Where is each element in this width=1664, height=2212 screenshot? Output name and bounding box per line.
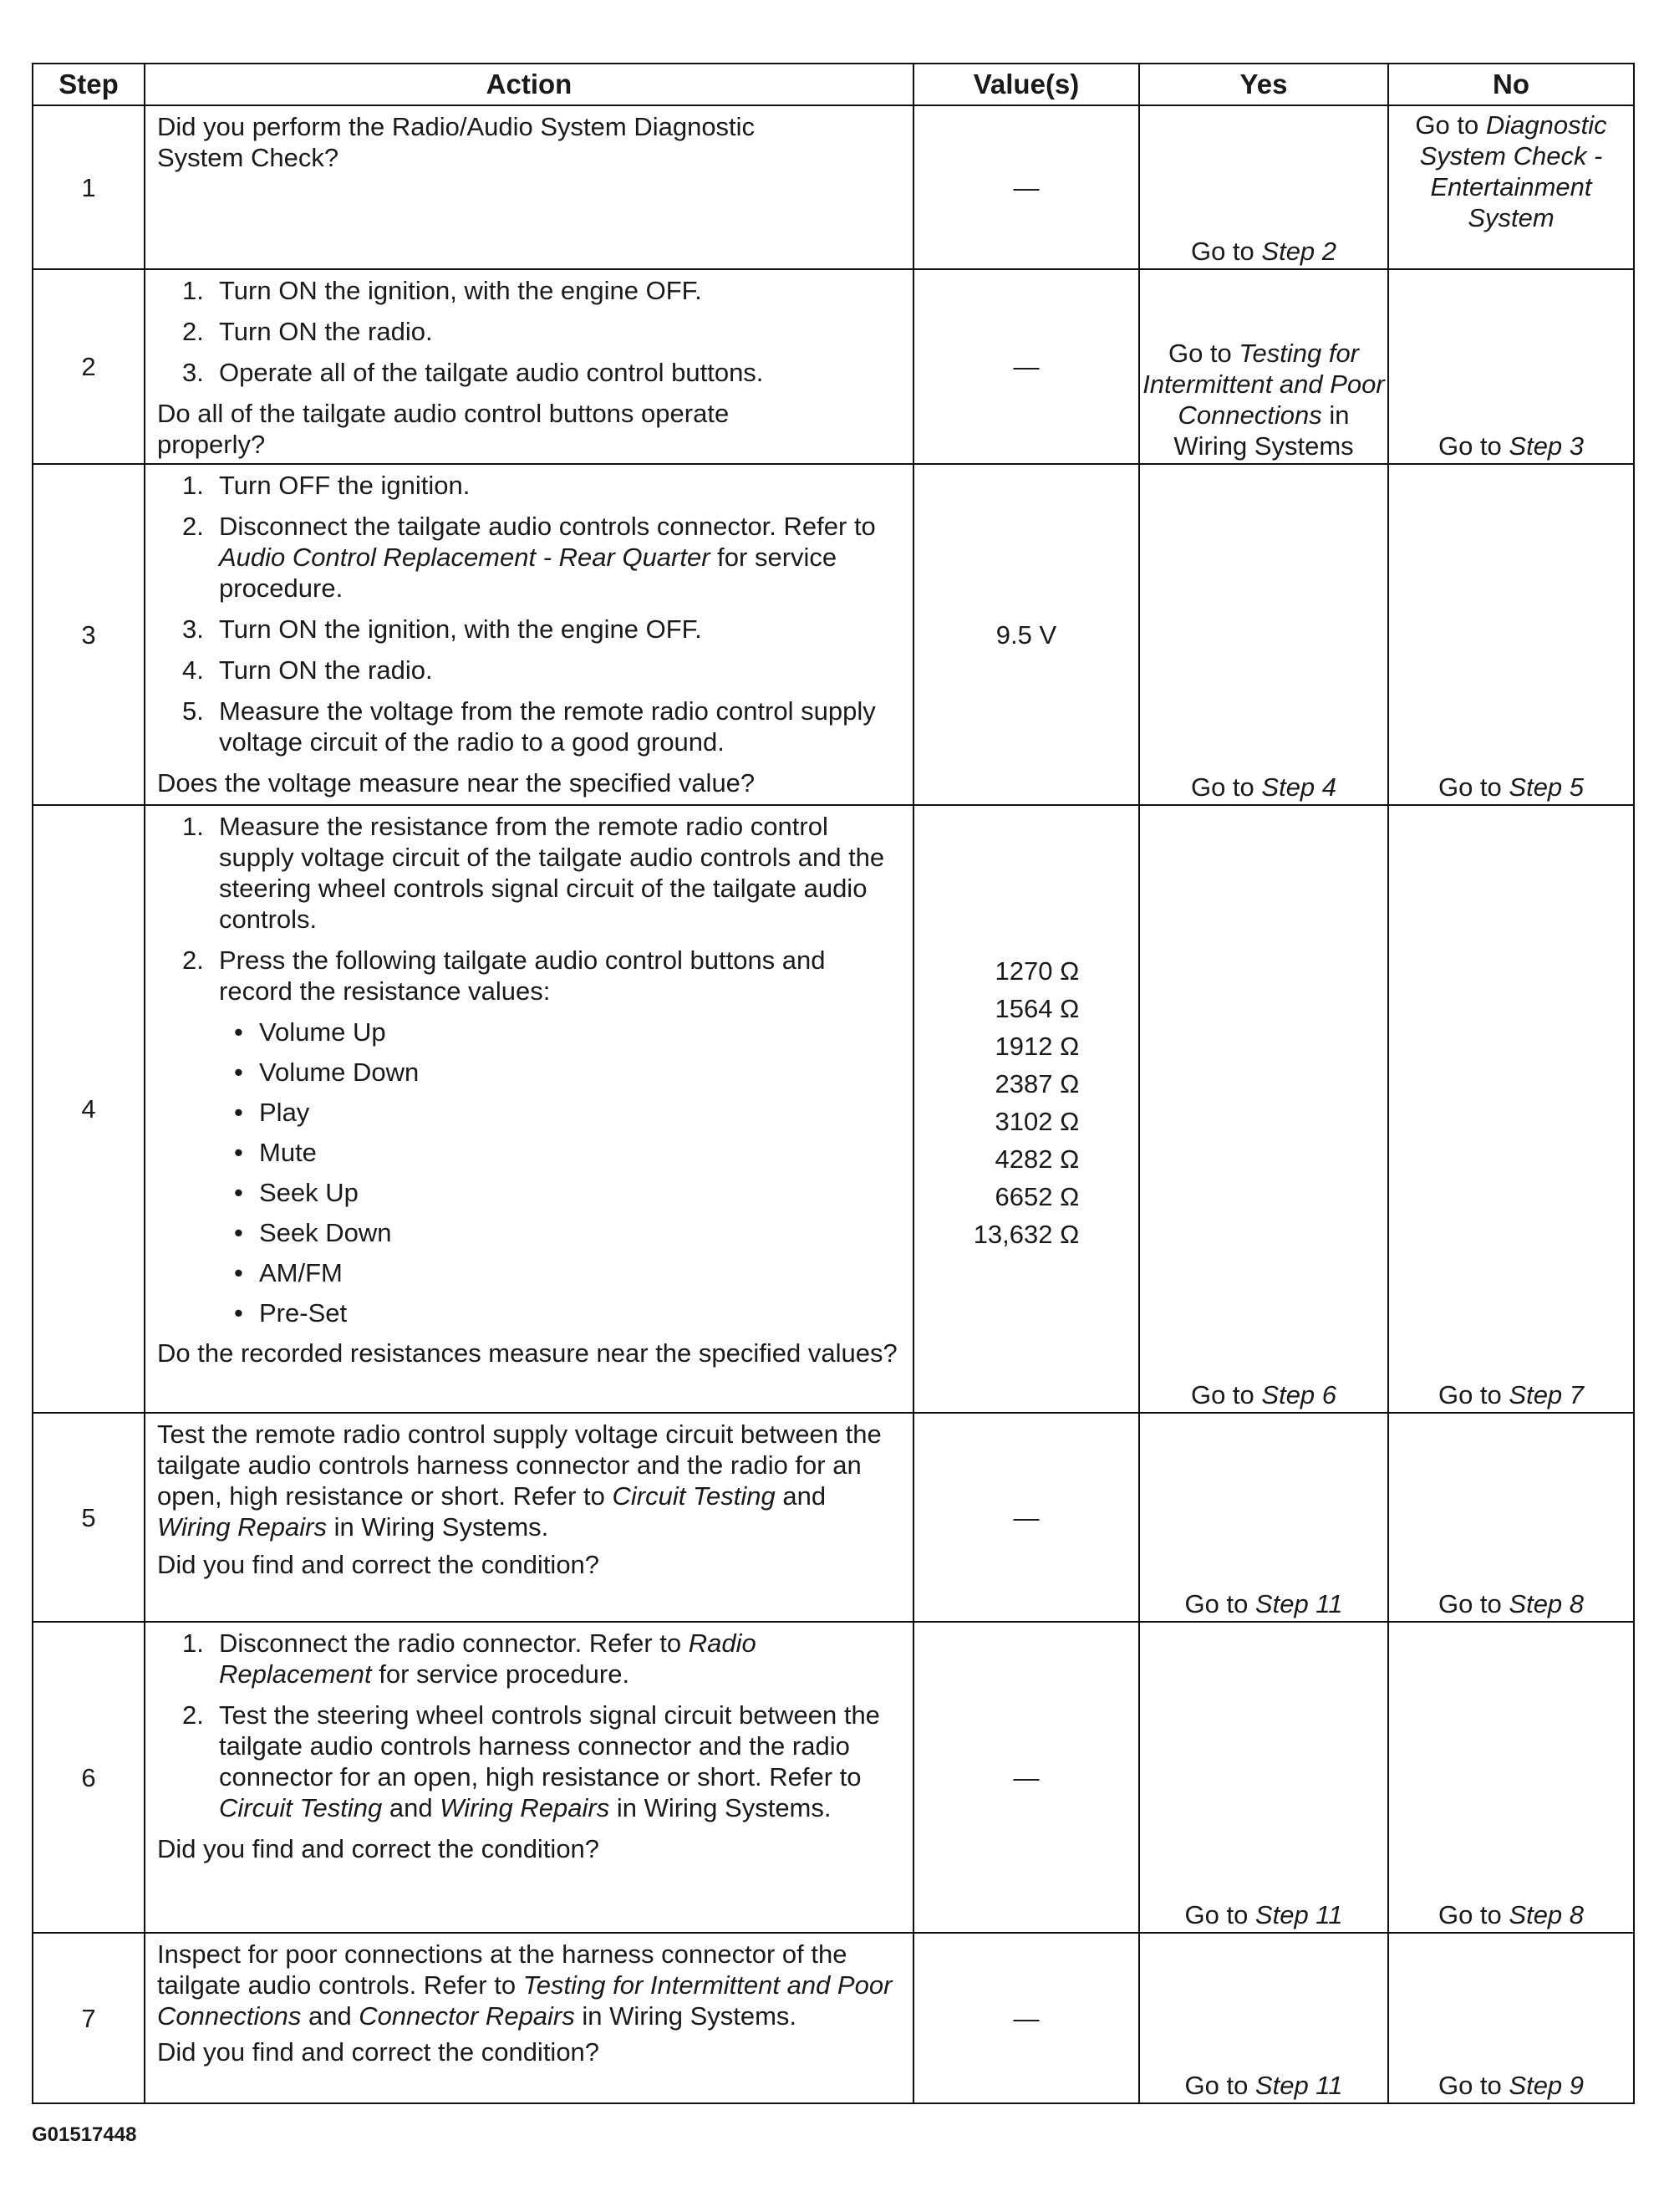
list-item: 2. Test the steering wheel controls signal circuit between the tailgate audio controls harness connector and the radio connector for an open, high resistance or short. Refer to Circuit Testing and Wiring Repairs in Wiring Systems. bbox=[182, 1700, 880, 1822]
no-ref: Step 8 bbox=[1509, 1589, 1585, 1618]
resistance-value: 2387 Ω bbox=[995, 1069, 1080, 1098]
list-item: 3. Turn ON the ignition, with the engine OFF. bbox=[182, 614, 702, 644]
no-cell bbox=[1388, 464, 1634, 805]
value-cell: 9.5 V bbox=[913, 464, 1139, 805]
action-cell bbox=[145, 1933, 913, 2103]
no-ref: Step 8 bbox=[1509, 1900, 1585, 1929]
list-item: 1. Turn OFF the ignition. bbox=[182, 471, 471, 500]
yes-prefix: Go to bbox=[1168, 339, 1239, 368]
yes-prefix: Go to bbox=[1184, 1900, 1255, 1929]
resistance-value: 1564 Ω bbox=[995, 994, 1080, 1023]
list-item: 1. Measure the resistance from the remote radio control supply voltage circuit of the tailgate audio controls and the steering wheel controls signal circuit of the tailgate audio controls. bbox=[182, 812, 885, 934]
list-item: • Volume Down bbox=[234, 1058, 420, 1087]
list-item: • Volume Up bbox=[234, 1017, 386, 1047]
yes-cell bbox=[1139, 1622, 1388, 1933]
action-steps bbox=[157, 1628, 903, 1823]
action-text: Test the remote radio control supply voltage circuit between the tailgate audio controls harness connector and the radio for an open, high resistance or short. Refer to Circuit Testing and Wiring Repairs in Wiring Systems. bbox=[157, 1419, 882, 1542]
resistance-value: 1912 Ω bbox=[995, 1032, 1080, 1061]
step-number: 4 bbox=[33, 805, 145, 1413]
no-ref: Step 3 bbox=[1509, 431, 1585, 461]
figure-code: G01517448 bbox=[32, 2123, 137, 2146]
action-steps bbox=[157, 470, 903, 757]
list-item: • Seek Down bbox=[234, 1218, 392, 1247]
question-text: Did you find and correct the condition? bbox=[157, 1550, 600, 1579]
no-cell bbox=[1388, 105, 1634, 269]
step-number: 5 bbox=[33, 1413, 145, 1622]
question-text: Do the recorded resistances measure near the specified values? bbox=[157, 1338, 898, 1368]
no-cell bbox=[1388, 1622, 1634, 1933]
list-item: 2. Press the following tailgate audio control buttons and record the resistance values: bbox=[182, 945, 826, 1006]
value-cell: — bbox=[913, 1413, 1139, 1622]
yes-prefix: Go to bbox=[1184, 1589, 1255, 1618]
yes-cell bbox=[1139, 1413, 1388, 1622]
yes-ref: Step 11 bbox=[1254, 2071, 1343, 2100]
list-item: 2. Turn ON the radio. bbox=[182, 317, 433, 346]
yes-cell bbox=[1139, 1933, 1388, 2103]
header-action: Action bbox=[145, 64, 913, 105]
resistance-value: 13,632 Ω bbox=[973, 1220, 1080, 1249]
yes-prefix: Go to bbox=[1190, 1380, 1262, 1409]
no-prefix: Go to bbox=[1438, 772, 1509, 802]
table-row bbox=[33, 105, 1634, 269]
no-ref: Step 7 bbox=[1509, 1380, 1585, 1409]
list-item: 2. Disconnect the tailgate audio controls connector. Refer to Audio Control Replacement - Rear Quarter for service procedure. bbox=[182, 512, 876, 603]
question-text: Did you find and correct the condition? bbox=[157, 1834, 600, 1863]
header-step: Step bbox=[33, 64, 145, 105]
yes-cell bbox=[1139, 105, 1388, 269]
list-item: • Pre-Set bbox=[234, 1298, 348, 1328]
no-cell bbox=[1388, 1413, 1634, 1622]
table-row bbox=[33, 464, 1634, 805]
yes-cell bbox=[1139, 805, 1388, 1413]
no-prefix: Go to bbox=[1438, 431, 1509, 461]
list-item: 4. Turn ON the radio. bbox=[182, 655, 433, 685]
no-prefix: Go to bbox=[1438, 1589, 1509, 1618]
action-cell bbox=[145, 1413, 913, 1622]
action-cell bbox=[145, 805, 913, 1413]
table-row bbox=[33, 1413, 1634, 1622]
no-cell bbox=[1388, 269, 1634, 464]
header-values: Value(s) bbox=[913, 64, 1139, 105]
action-cell bbox=[145, 1622, 913, 1933]
yes-prefix: Go to bbox=[1190, 237, 1262, 266]
yes-ref: Step 2 bbox=[1261, 237, 1337, 266]
action-text: Inspect for poor connections at the harness connector of the tailgate audio controls. Refer to Testing for Intermittent and Poor Connections and Connector Repairs in Wiring Systems. bbox=[157, 1939, 893, 2031]
resistance-value: 3102 Ω bbox=[995, 1107, 1080, 1136]
yes-ref: Step 6 bbox=[1261, 1380, 1337, 1409]
value-cell bbox=[913, 805, 1139, 1413]
no-prefix: Go to bbox=[1438, 2071, 1509, 2100]
diagnostic-table bbox=[32, 63, 1635, 2104]
header-yes: Yes bbox=[1139, 64, 1388, 105]
table-row bbox=[33, 805, 1634, 1413]
list-item: • Play bbox=[234, 1098, 310, 1127]
yes-ref: Step 4 bbox=[1261, 772, 1337, 802]
list-item: • AM/FM bbox=[234, 1258, 343, 1287]
table-row bbox=[33, 1622, 1634, 1933]
list-item: 1. Turn ON the ignition, with the engine OFF. bbox=[182, 276, 702, 305]
yes-prefix: Go to bbox=[1190, 772, 1262, 802]
question-text: Do all of the tailgate audio control buttons operate properly? bbox=[157, 399, 730, 459]
no-ref: Step 9 bbox=[1509, 2071, 1585, 2100]
no-ref: Step 5 bbox=[1509, 772, 1585, 802]
table-row bbox=[33, 269, 1634, 464]
header-row bbox=[33, 64, 1634, 105]
yes-cell bbox=[1139, 464, 1388, 805]
yes-ref: Step 11 bbox=[1254, 1900, 1343, 1929]
action-steps bbox=[157, 275, 903, 388]
list-item: 1. Disconnect the radio connector. Refer to Radio Replacement for service procedure. bbox=[182, 1628, 756, 1689]
value-cell: — bbox=[913, 269, 1139, 464]
value-cell: — bbox=[913, 105, 1139, 269]
step-number: 2 bbox=[33, 269, 145, 464]
step-number: 3 bbox=[33, 464, 145, 805]
action-cell bbox=[145, 269, 913, 464]
table-row bbox=[33, 1933, 1634, 2103]
action-steps bbox=[157, 811, 903, 1007]
question-text: Did you find and correct the condition? bbox=[157, 2037, 600, 2067]
list-item: 3. Operate all of the tailgate audio control buttons. bbox=[182, 358, 764, 387]
value-cell: — bbox=[913, 1933, 1139, 2103]
list-item: • Seek Up bbox=[234, 1178, 359, 1207]
yes-prefix: Go to bbox=[1184, 2071, 1255, 2100]
resistance-value: 6652 Ω bbox=[995, 1182, 1080, 1211]
resistance-values bbox=[974, 952, 1080, 1253]
step-number: 1 bbox=[33, 105, 145, 269]
action-cell bbox=[145, 105, 913, 269]
no-cell bbox=[1388, 805, 1634, 1413]
question-text: Did you perform the Radio/Audio System Diagnostic System Check? bbox=[157, 112, 756, 172]
no-prefix: Go to bbox=[1415, 110, 1486, 140]
button-list bbox=[157, 1017, 903, 1328]
yes-cell bbox=[1139, 269, 1388, 464]
no-ref: Diagnostic System Check - Entertainment System bbox=[1419, 110, 1607, 232]
step-number: 7 bbox=[33, 1933, 145, 2103]
yes-ref: Step 11 bbox=[1254, 1589, 1343, 1618]
resistance-value: 4282 Ω bbox=[995, 1144, 1080, 1174]
no-prefix: Go to bbox=[1438, 1900, 1509, 1929]
yes-suffix: in Wiring Systems bbox=[1173, 400, 1354, 461]
list-item: • Mute bbox=[234, 1138, 317, 1167]
step-number: 6 bbox=[33, 1622, 145, 1933]
header-no: No bbox=[1388, 64, 1634, 105]
resistance-value: 1270 Ω bbox=[995, 956, 1080, 986]
list-item: 5. Measure the voltage from the remote radio control supply voltage circuit of the radio to a good ground. bbox=[182, 696, 876, 757]
no-prefix: Go to bbox=[1438, 1380, 1509, 1409]
action-cell bbox=[145, 464, 913, 805]
yes-ref: Testing for Intermittent and Poor Connections bbox=[1142, 339, 1385, 430]
question-text: Does the voltage measure near the specified value? bbox=[157, 768, 756, 798]
value-cell: — bbox=[913, 1622, 1139, 1933]
no-cell bbox=[1388, 1933, 1634, 2103]
